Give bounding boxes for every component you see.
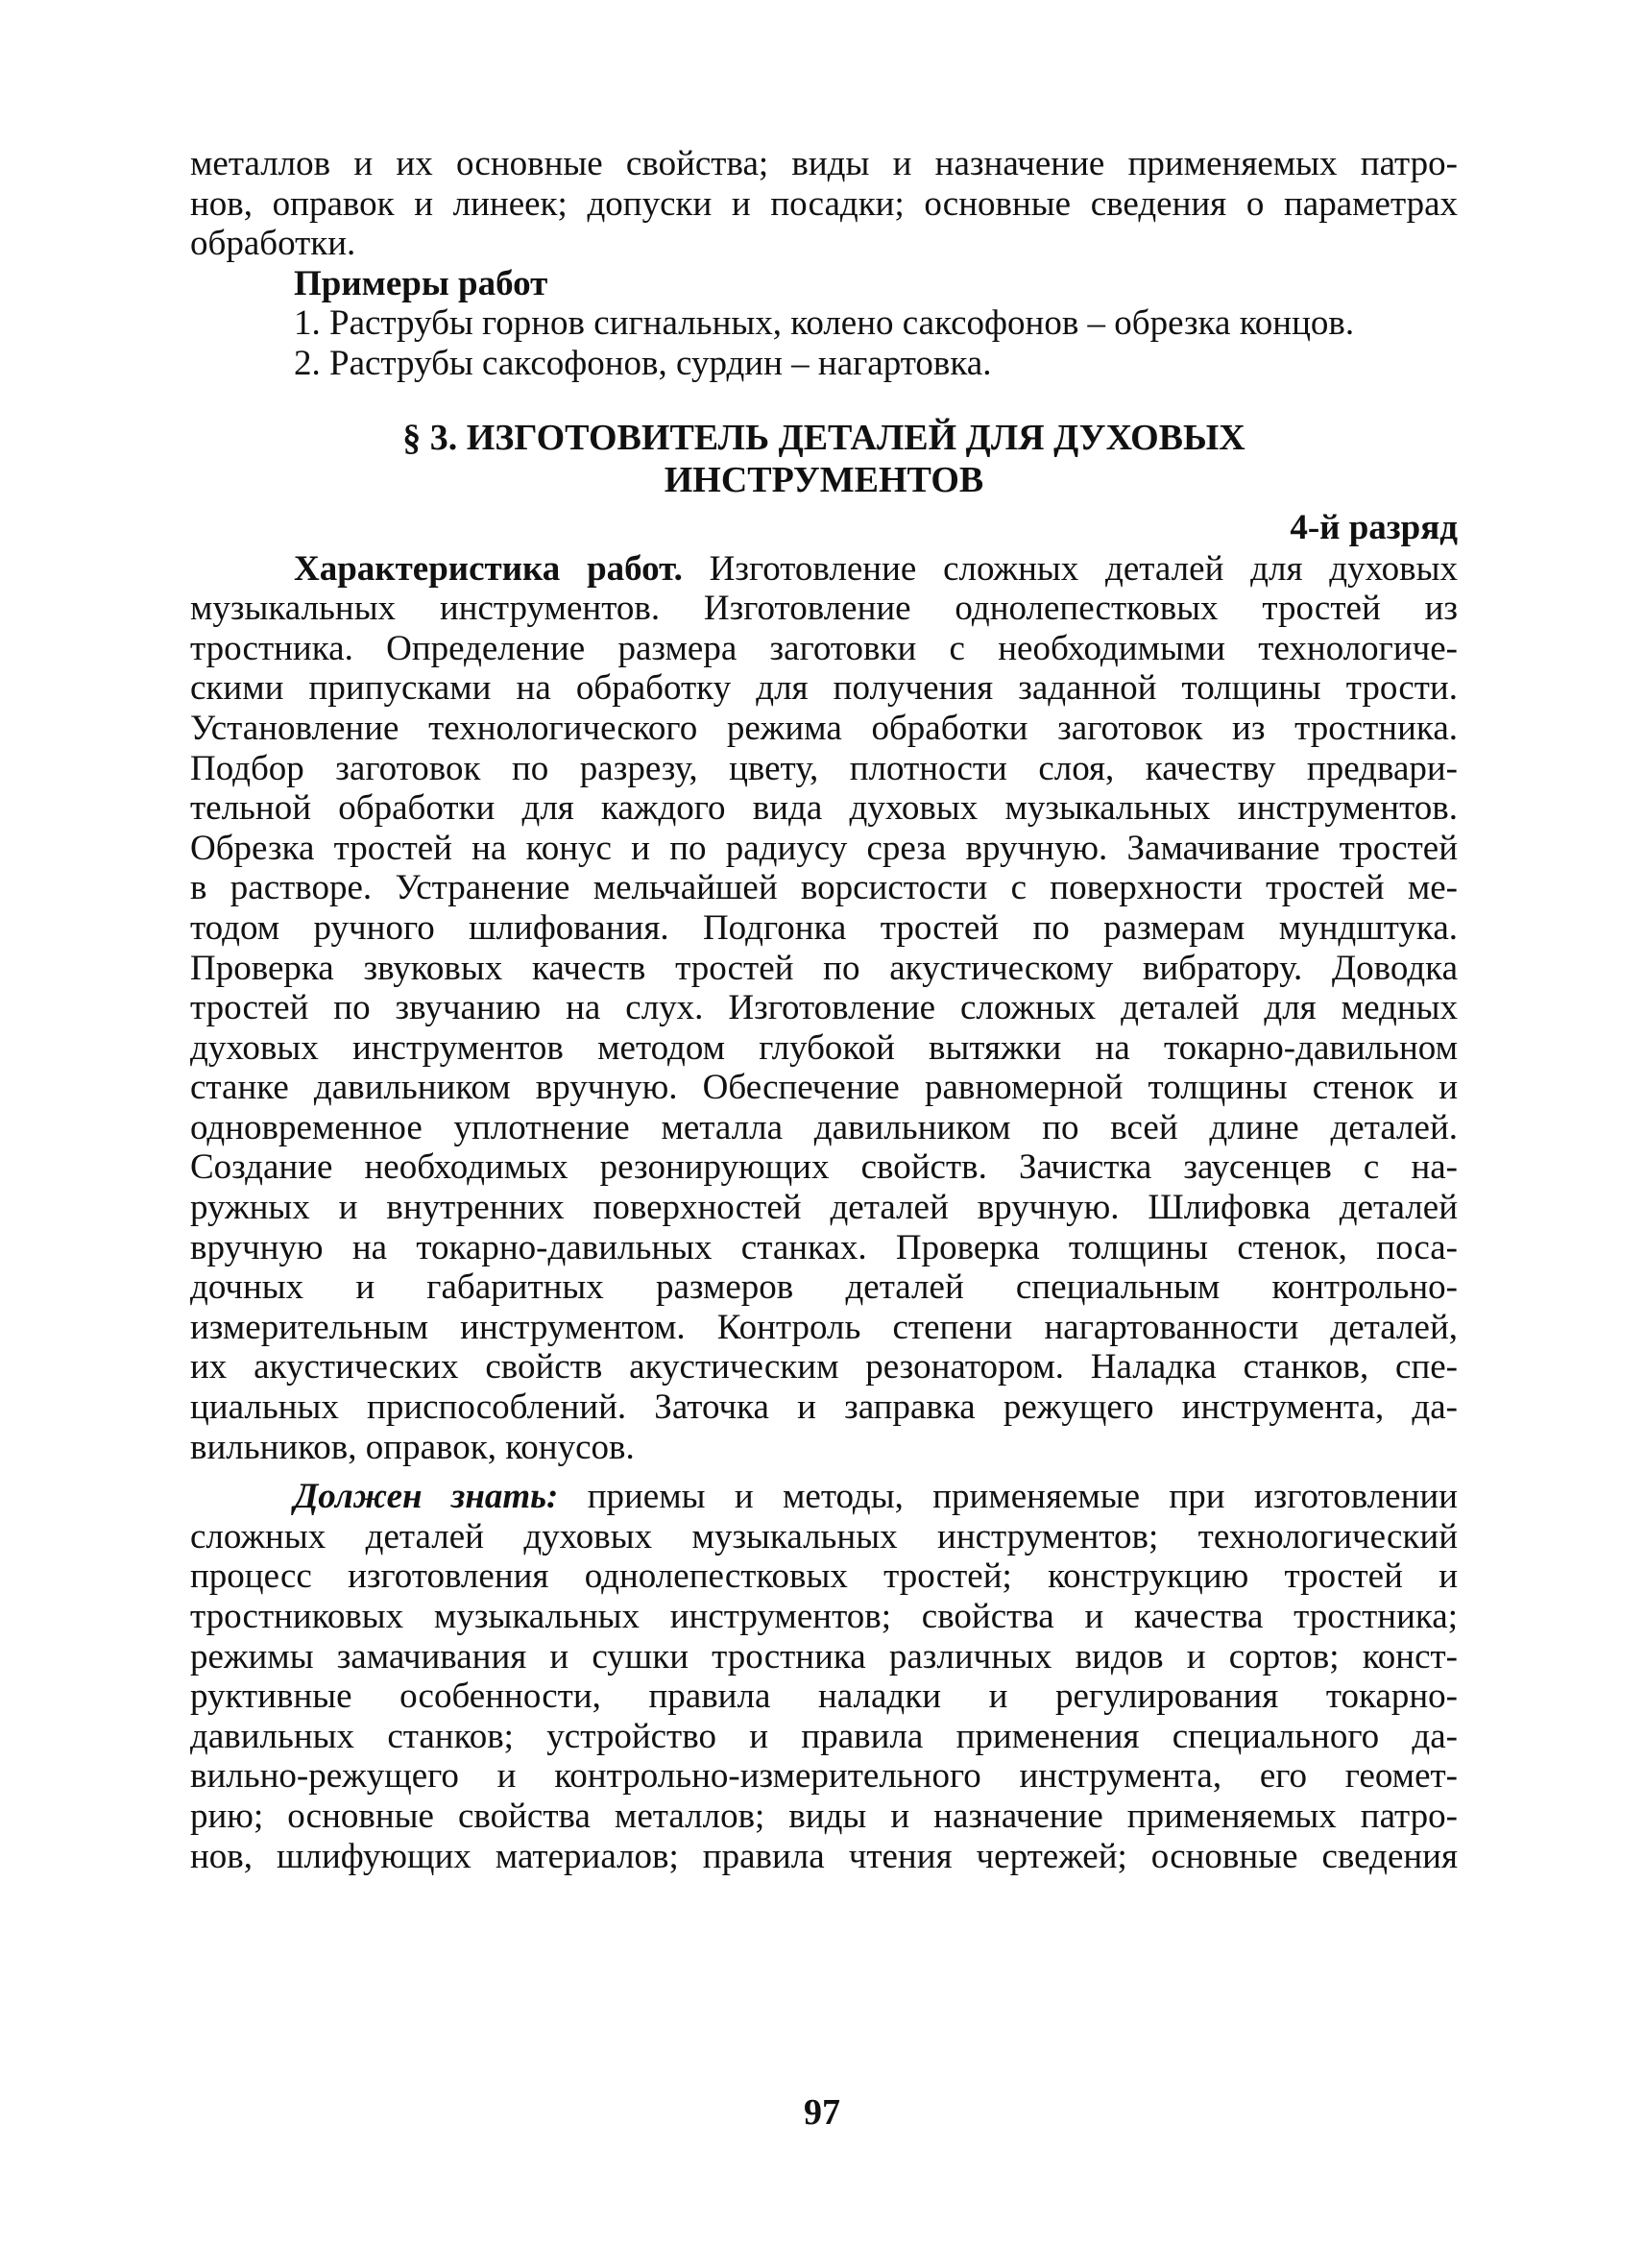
- text-line: рию; основные свойства металлов; виды и назначение применяемых патро-: [190, 1796, 1458, 1836]
- must-know-first-line: [190, 1477, 1458, 1517]
- text-line: Установление технологического режима обработки заготовок из тростника.: [190, 708, 1458, 748]
- text-line: одновременное уплотнение металла давильником по всей длине деталей.: [190, 1107, 1458, 1147]
- text-line: металлов и их основные свойства; виды и назначение применяемых патро-: [190, 144, 1458, 183]
- text-line: давильных станков; устройство и правила применения специального да-: [190, 1716, 1458, 1756]
- page-number: 97: [804, 2092, 840, 2133]
- text-line: нов, шлифующих материалов; правила чтения чертежей; основные сведения: [190, 1836, 1458, 1876]
- text-line: вильников, оправок, конусов.: [190, 1427, 635, 1467]
- text-line: тростниковых музыкальных инструментов; свойства и качества тростника;: [190, 1597, 1458, 1636]
- text-line: измерительным инструментом. Контроль степени нагартованности деталей,: [190, 1307, 1458, 1347]
- text-line: Создание необходимых резонирующих свойств. Зачистка заусенцев с на-: [190, 1147, 1458, 1188]
- text-line: тельной обработки для каждого вида духовых музыкальных инструментов.: [190, 788, 1458, 829]
- section-title: [190, 417, 1458, 501]
- text-line: дочных и габаритных размеров деталей специальным контрольно-: [190, 1267, 1458, 1308]
- text-line: скими припусками на обработку для получения заданной толщины трости.: [190, 668, 1458, 709]
- examples-block: [190, 264, 1458, 384]
- example-item: 2. Раструбы саксофонов, сурдин – нагартовка.: [294, 343, 992, 383]
- page-content: [190, 144, 1458, 1876]
- text-line: в растворе. Устранение мельчайшей ворсистости с поверхности тростей ме-: [190, 868, 1458, 908]
- text-line: сложных деталей духовых музыкальных инструментов; технологический: [190, 1516, 1458, 1556]
- must-know-first-line-text: приемы и методы, применяемые при изготовлении: [558, 1477, 1458, 1517]
- text-line: тростника. Определение размера заготовки с необходимыми технологиче-: [190, 628, 1458, 668]
- characteristics-first-line-text: Изготовление сложных деталей для духовых: [682, 548, 1458, 589]
- must-know-paragraph: [190, 1477, 1458, 1876]
- text-line: тодом ручного шлифования. Подгонка тростей по размерам мундштука.: [190, 907, 1458, 948]
- section-title-line-2: ИНСТРУМЕНТОВ: [664, 459, 984, 500]
- text-line: Проверка звуковых качеств тростей по акустическому вибратору. Доводка: [190, 948, 1458, 988]
- text-line: обработки.: [190, 224, 356, 264]
- text-line: вручную на токарно-давильных станках. Проверка толщины стенок, поса-: [190, 1227, 1458, 1267]
- grade-label: 4-й разряд: [1290, 507, 1458, 547]
- text-line: процесс изготовления однолепестковых тростей; конструкцию тростей и: [190, 1556, 1458, 1597]
- text-line: станке давильником вручную. Обеспечение равномерной толщины стенок и: [190, 1068, 1458, 1108]
- examples-heading: Примеры работ: [294, 263, 548, 303]
- characteristics-lead: Характеристика работ.: [294, 548, 683, 589]
- example-item: 1. Раструбы горнов сигнальных, колено саксофонов – обрезка концов.: [294, 303, 1355, 344]
- top-paragraph: [190, 144, 1458, 264]
- text-line: руктивные особенности, правила наладки и регулирования токарно-: [190, 1677, 1458, 1717]
- text-line: Подбор заготовок по разрезу, цвету, плотности слоя, качеству предвари-: [190, 748, 1458, 788]
- text-line: тростей по звучанию на слух. Изготовление сложных деталей для медных: [190, 988, 1458, 1028]
- text-line: вильно-режущего и контрольно-измерительного инструмента, его геомет-: [190, 1756, 1458, 1797]
- text-line: нов, оправок и линеек; допуски и посадки; основные сведения о параметрах: [190, 183, 1458, 224]
- characteristics-paragraph: [190, 549, 1458, 1468]
- must-know-lead: Должен знать:: [294, 1477, 559, 1517]
- text-line: режимы замачивания и сушки тростника различных видов и сортов; конст-: [190, 1636, 1458, 1677]
- text-line: духовых инструментов методом глубокой вытяжки на токарно-давильном: [190, 1027, 1458, 1068]
- text-line: ружных и внутренних поверхностей деталей вручную. Шлифовка деталей: [190, 1188, 1458, 1228]
- text-line: циальных приспособлений. Заточка и заправка режущего инструмента, да-: [190, 1387, 1458, 1428]
- section-title-line-1: § 3. ИЗГОТОВИТЕЛЬ ДЕТАЛЕЙ ДЛЯ ДУХОВЫХ: [402, 417, 1245, 458]
- text-line: музыкальных инструментов. Изготовление однолепестковых тростей из: [190, 589, 1458, 629]
- text-line: их акустических свойств акустическим резонатором. Наладка станков, спе-: [190, 1347, 1458, 1387]
- text-line: Обрезка тростей на конус и по радиусу среза вручную. Замачивание тростей: [190, 828, 1458, 868]
- characteristics-first-line: [190, 549, 1458, 590]
